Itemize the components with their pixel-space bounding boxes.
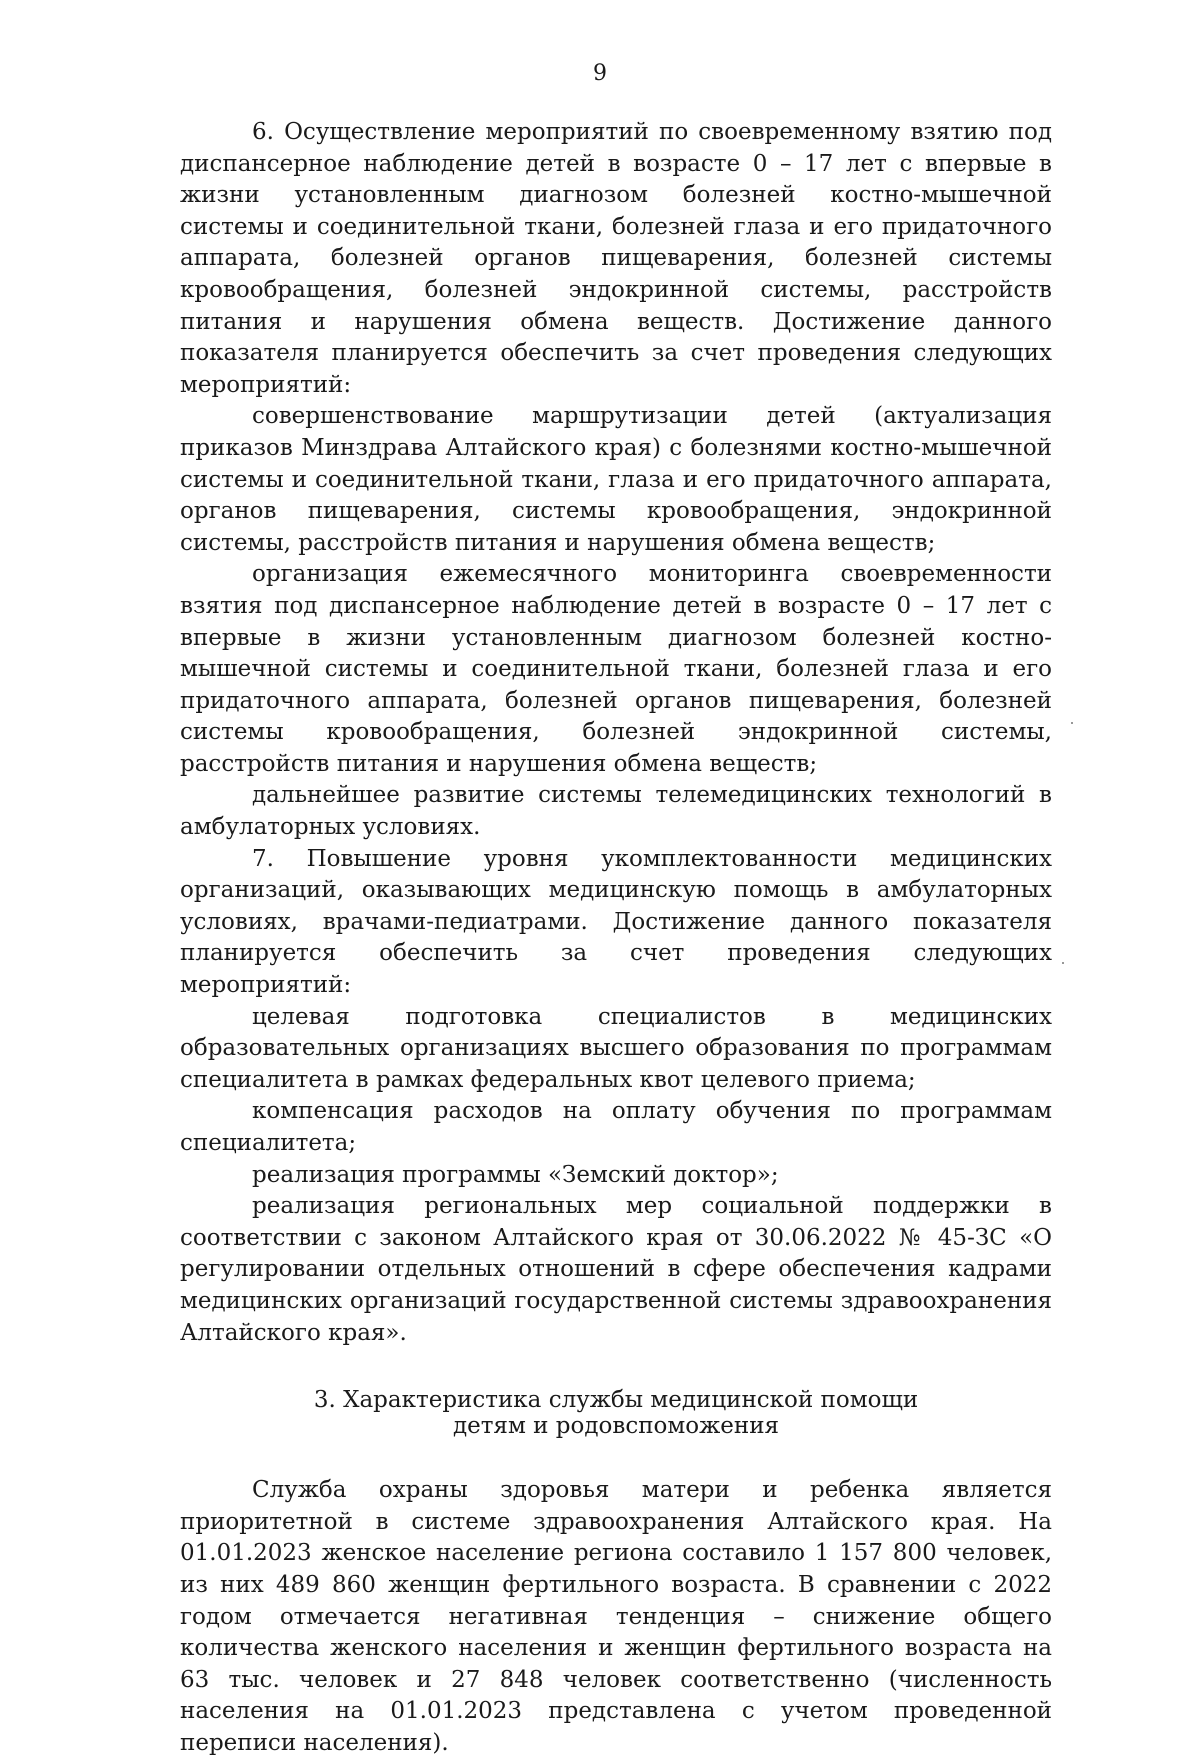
- body-section-top: [180, 117, 1052, 1349]
- body-paragraph: реализация программы «Земский доктор»;: [252, 1161, 779, 1188]
- body-paragraph: дальнейшее развитие системы телемедицинских технологий в амбулаторных условиях.: [180, 782, 1052, 841]
- section-heading: [180, 1387, 1052, 1439]
- body-paragraph: организация ежемесячного мониторинга своевременности взятия под диспансерное наблюдение детей в возрасте 0 – 17 лет с впервые в жизни установленным диагнозом болезней костно-мышечной системы и соединительной ткани, болезней глаза и его придаточного аппарата, болезней органов пищеварения, болезней системы кровообращения, болезней эндокринной системы, расстройств питания и нарушения обмена веществ;: [180, 561, 1052, 777]
- body-paragraph: целевая подготовка специалистов в медицинских образовательных организациях высшего образования по программам специалитета в рамках федеральных квот целевого приема;: [180, 1003, 1052, 1093]
- scan-speck: [1071, 722, 1073, 724]
- document-body: [180, 117, 1052, 1760]
- scan-speck: [1062, 962, 1064, 964]
- body-section-bottom: [180, 1475, 1052, 1759]
- page-number: 9: [593, 61, 607, 86]
- body-paragraph: реализация региональных мер социальной поддержки в соответствии с законом Алтайского края от 30.06.2022 № 45-ЗС «О регулировании отдельных отношений в сфере обеспечения кадрами медицинских организаций государственной системы здравоохранения Алтайского края».: [180, 1193, 1052, 1346]
- section-heading-line-1: 3. Характеристика службы медицинской помощи: [313, 1387, 919, 1414]
- section-heading-line-2: детям и родовспоможения: [452, 1413, 780, 1440]
- body-paragraph: 6. Осуществление мероприятий по своевременному взятию под диспансерное наблюдение детей в возрасте 0 – 17 лет с впервые в жизни установленным диагнозом болезней костно-мышечной системы и соединительной ткани, болезней глаза и его придаточного аппарата, болезней органов пищеварения, болезней системы кровообращения, болезней эндокринной системы, расстройств питания и нарушения обмена веществ. Достижение данного показателя планируется обеспечить за счет проведения следующих мероприятий:: [180, 119, 1052, 398]
- body-paragraph: Служба охраны здоровья матери и ребенка является приоритетной в системе здравоохранения Алтайского края. На 01.01.2023 женское население региона составило 1 157 800 человек, из них 489 860 женщин фертильного возраста. В сравнении с 2022 годом отмечается негативная тенденция – снижение общего количества женского населения и женщин фертильного возраста на 63 тыс. человек и 27 848 человек соответственно (численность населения на 01.01.2023 представлена с учетом проведенной переписи населения).: [180, 1477, 1052, 1756]
- body-paragraph: совершенствование маршрутизации детей (актуализация приказов Минздрава Алтайского края) с болезнями костно-мышечной системы и соединительной ткани, глаза и его придаточного аппарата, органов пищеварения, системы кровообращения, эндокринной системы, расстройств питания и нарушения обмена веществ;: [180, 403, 1052, 556]
- body-paragraph: компенсация расходов на оплату обучения по программам специалитета;: [180, 1098, 1052, 1156]
- body-paragraph: 7. Повышение уровня укомплектованности медицинских организаций, оказывающих медицинскую помощь в амбулаторных условиях, врачами-педиатрами. Достижение данного показателя планируется обеспечить за счет проведения следующих мероприятий:: [180, 845, 1052, 999]
